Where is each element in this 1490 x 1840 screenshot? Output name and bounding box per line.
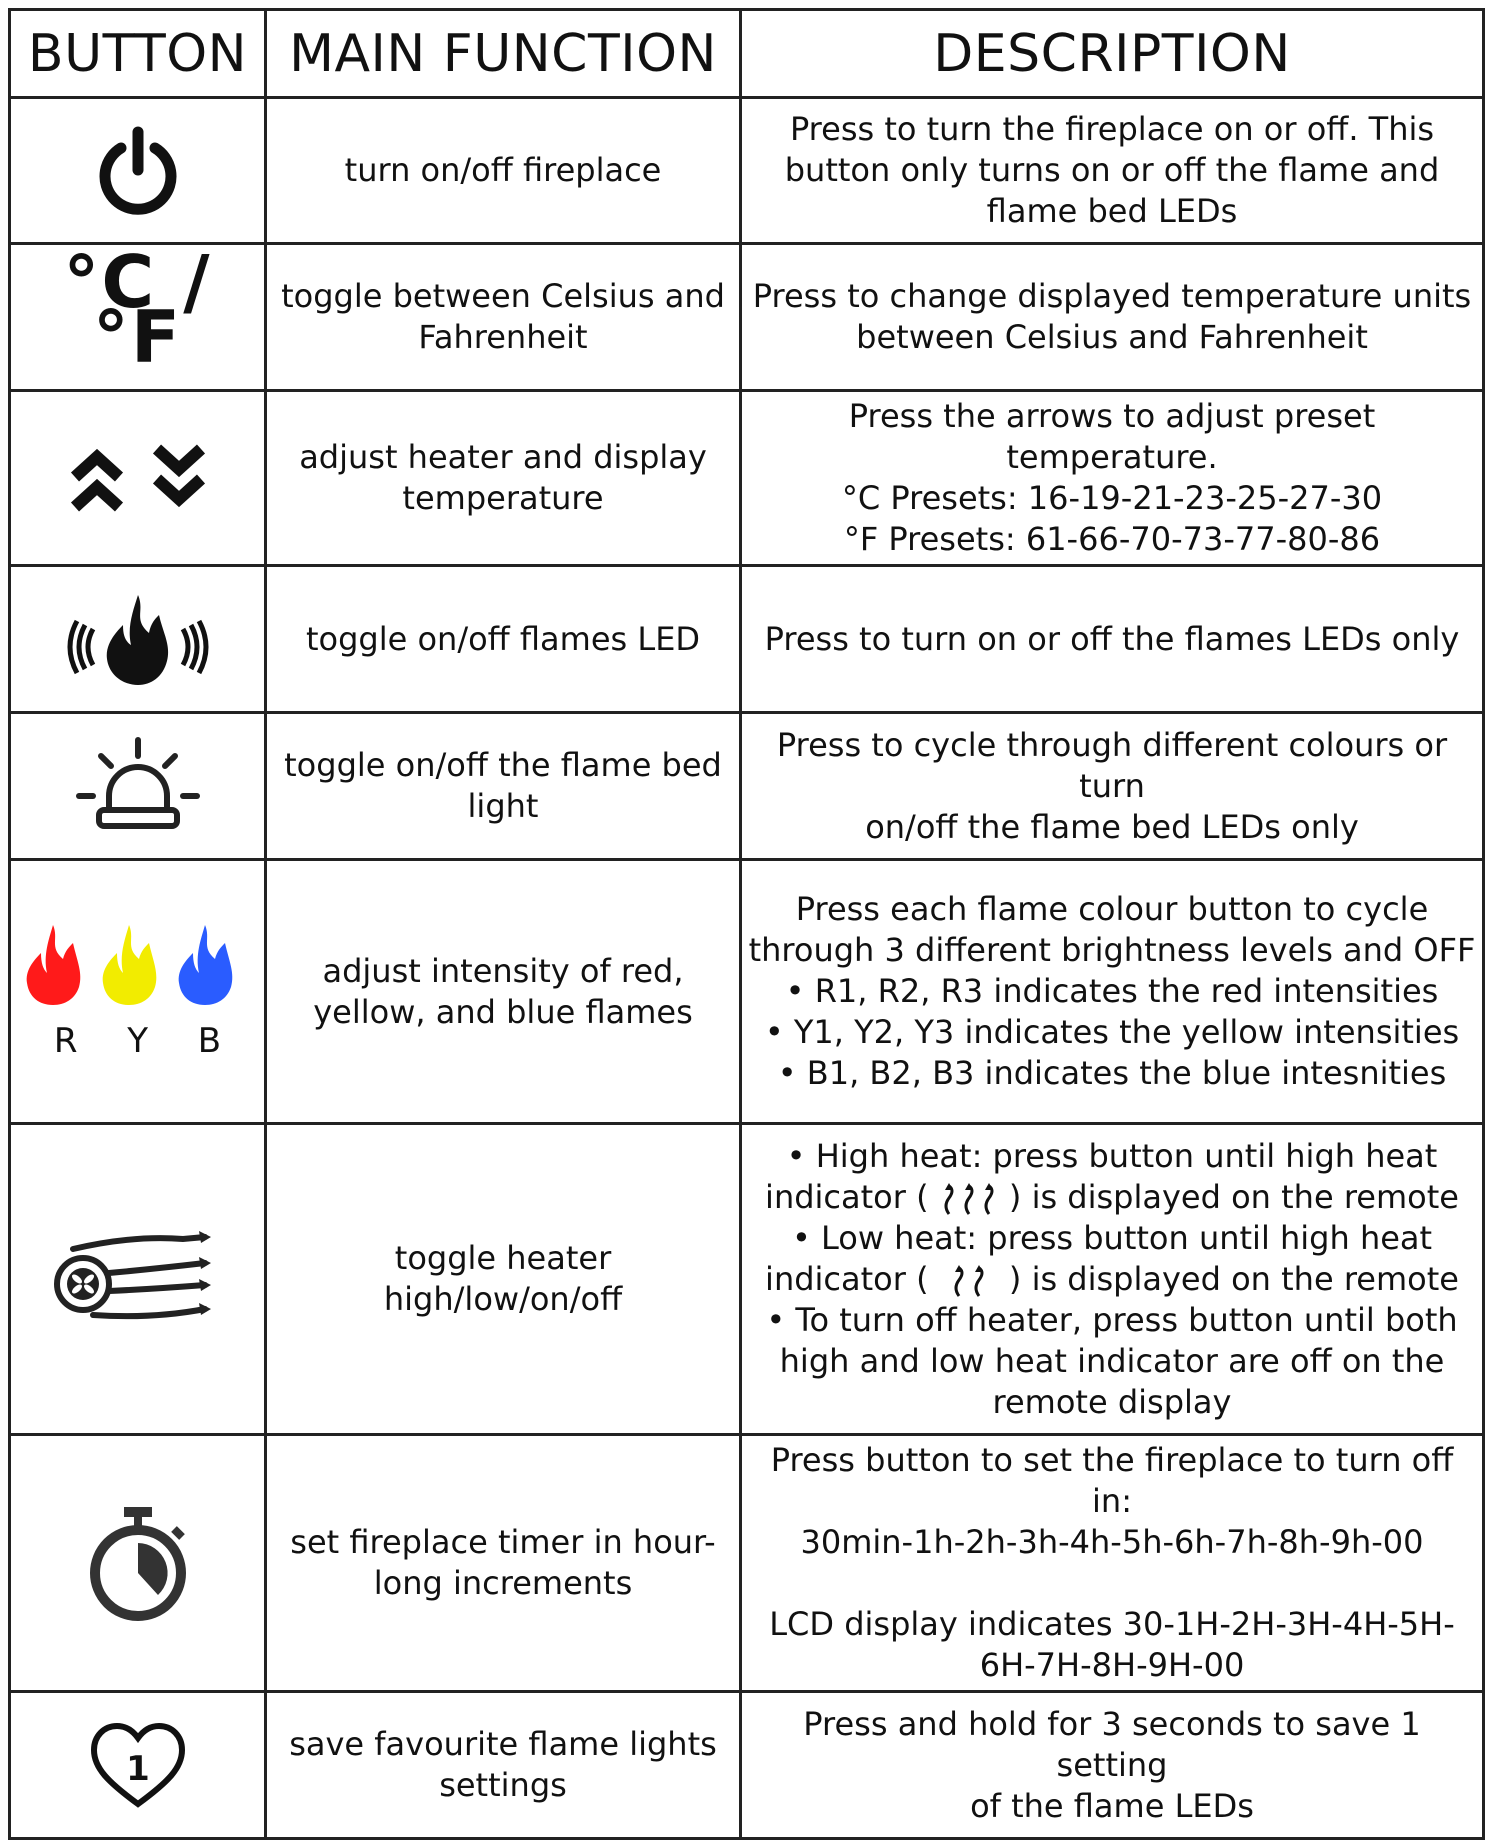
flame-signal-icon bbox=[63, 589, 213, 689]
description-cell: Press button to set the fireplace to turn off in: 30min-1h-2h-3h-4h-5h-6h-7h-8h-9h-00 LCD display indicates 30-1H-2H-3H-4H-5H- 6H-7H-8H-9H-00 bbox=[741, 1435, 1484, 1692]
button-cell bbox=[10, 98, 266, 244]
button-cell bbox=[10, 860, 266, 1124]
button-cell bbox=[10, 1435, 266, 1692]
function-cell: toggle on/off the flame bed light bbox=[266, 713, 741, 860]
description-cell: Press to cycle through different colours or turn on/off the flame bed LEDs only bbox=[741, 713, 1484, 860]
table-row bbox=[10, 860, 1484, 1124]
table-row bbox=[10, 98, 1484, 244]
function-cell: toggle heater high/low/on/off bbox=[266, 1124, 741, 1435]
function-cell: turn on/off fireplace bbox=[266, 98, 741, 244]
description-cell: • High heat: press button until high heat indicator ( ) is displayed on the remote • Low heat: press button until high heat indicator ( ) is displayed on the remote • To turn off heater, press button until both high and low heat indicator are off on the remote display bbox=[741, 1124, 1484, 1435]
header-description: DESCRIPTION bbox=[741, 10, 1484, 98]
function-cell: adjust heater and display temperature bbox=[266, 391, 741, 566]
function-cell: toggle on/off flames LED bbox=[266, 566, 741, 713]
red-flame-icon bbox=[26, 925, 80, 1005]
description-cell: Press and hold for 3 seconds to save 1 setting of the flame LEDs bbox=[741, 1692, 1484, 1839]
button-cell bbox=[10, 240, 266, 391]
stopwatch-timer-icon bbox=[78, 1503, 198, 1623]
header-button: BUTTON bbox=[10, 10, 266, 98]
heart-one-icon bbox=[88, 1720, 188, 1810]
blue-flame-icon bbox=[178, 925, 232, 1005]
description-cell: Press the arrows to adjust preset temperature. °C Presets: 16-19-21-23-25-27-30 °F Presets: 61-66-70-73-77-80-86 bbox=[741, 391, 1484, 566]
table-row bbox=[10, 1692, 1484, 1839]
button-cell bbox=[10, 1124, 266, 1435]
table-row bbox=[10, 1124, 1484, 1435]
function-cell: toggle between Celsius and Fahrenheit bbox=[266, 244, 741, 391]
heater-fan-icon bbox=[53, 1229, 223, 1329]
power-icon bbox=[93, 126, 183, 216]
table-row bbox=[10, 566, 1484, 713]
table-row bbox=[10, 391, 1484, 566]
description-cell: Press to change displayed temperature units between Celsius and Fahrenheit bbox=[741, 244, 1484, 391]
function-cell: set fireplace timer in hour-long increments bbox=[266, 1435, 741, 1692]
table-row bbox=[10, 244, 1484, 391]
table-row bbox=[10, 713, 1484, 860]
ryb-flames-graphic bbox=[23, 921, 253, 1007]
label-y: Y bbox=[127, 1021, 149, 1061]
function-cell: save favourite flame lights settings bbox=[266, 1692, 741, 1839]
ryb-flames-icon bbox=[11, 921, 264, 1062]
button-cell bbox=[10, 1692, 266, 1839]
ryb-labels bbox=[11, 1021, 264, 1062]
yellow-flame-icon bbox=[102, 925, 156, 1005]
header-main-function: MAIN FUNCTION bbox=[266, 10, 741, 98]
low-heat-indicator-icon bbox=[939, 1264, 999, 1298]
button-function-table-container bbox=[8, 8, 1482, 1840]
header-row bbox=[10, 10, 1484, 98]
description-cell: Press to turn on or off the flames LEDs only bbox=[741, 566, 1484, 713]
button-cell bbox=[10, 566, 266, 713]
high-heat-indicator-icon bbox=[939, 1182, 999, 1216]
button-function-table bbox=[8, 8, 1485, 1840]
table-row bbox=[10, 1435, 1484, 1692]
function-cell: adjust intensity of red, yellow, and blue flames bbox=[266, 860, 741, 1124]
celsius-fahrenheit-icon: °C / °F bbox=[63, 240, 212, 379]
up-down-arrows-icon bbox=[63, 433, 213, 523]
description-cell: Press each flame colour button to cycle through 3 different brightness levels and OFF • R1, R2, R3 indicates the red intensities • Y1, Y2, Y3 indicates the yellow intensities • B1, B2, B3 indicates the blue intesnities bbox=[741, 860, 1484, 1124]
flame-bed-light-icon bbox=[73, 736, 203, 836]
label-r: R bbox=[53, 1021, 78, 1061]
description-cell: Press to turn the fireplace on or off. This button only turns on or off the flame and flame bed LEDs bbox=[741, 98, 1484, 244]
heart-one-number: 1 bbox=[125, 1749, 150, 1789]
button-cell bbox=[10, 391, 266, 566]
button-cell bbox=[10, 713, 266, 860]
label-b: B bbox=[197, 1021, 222, 1061]
